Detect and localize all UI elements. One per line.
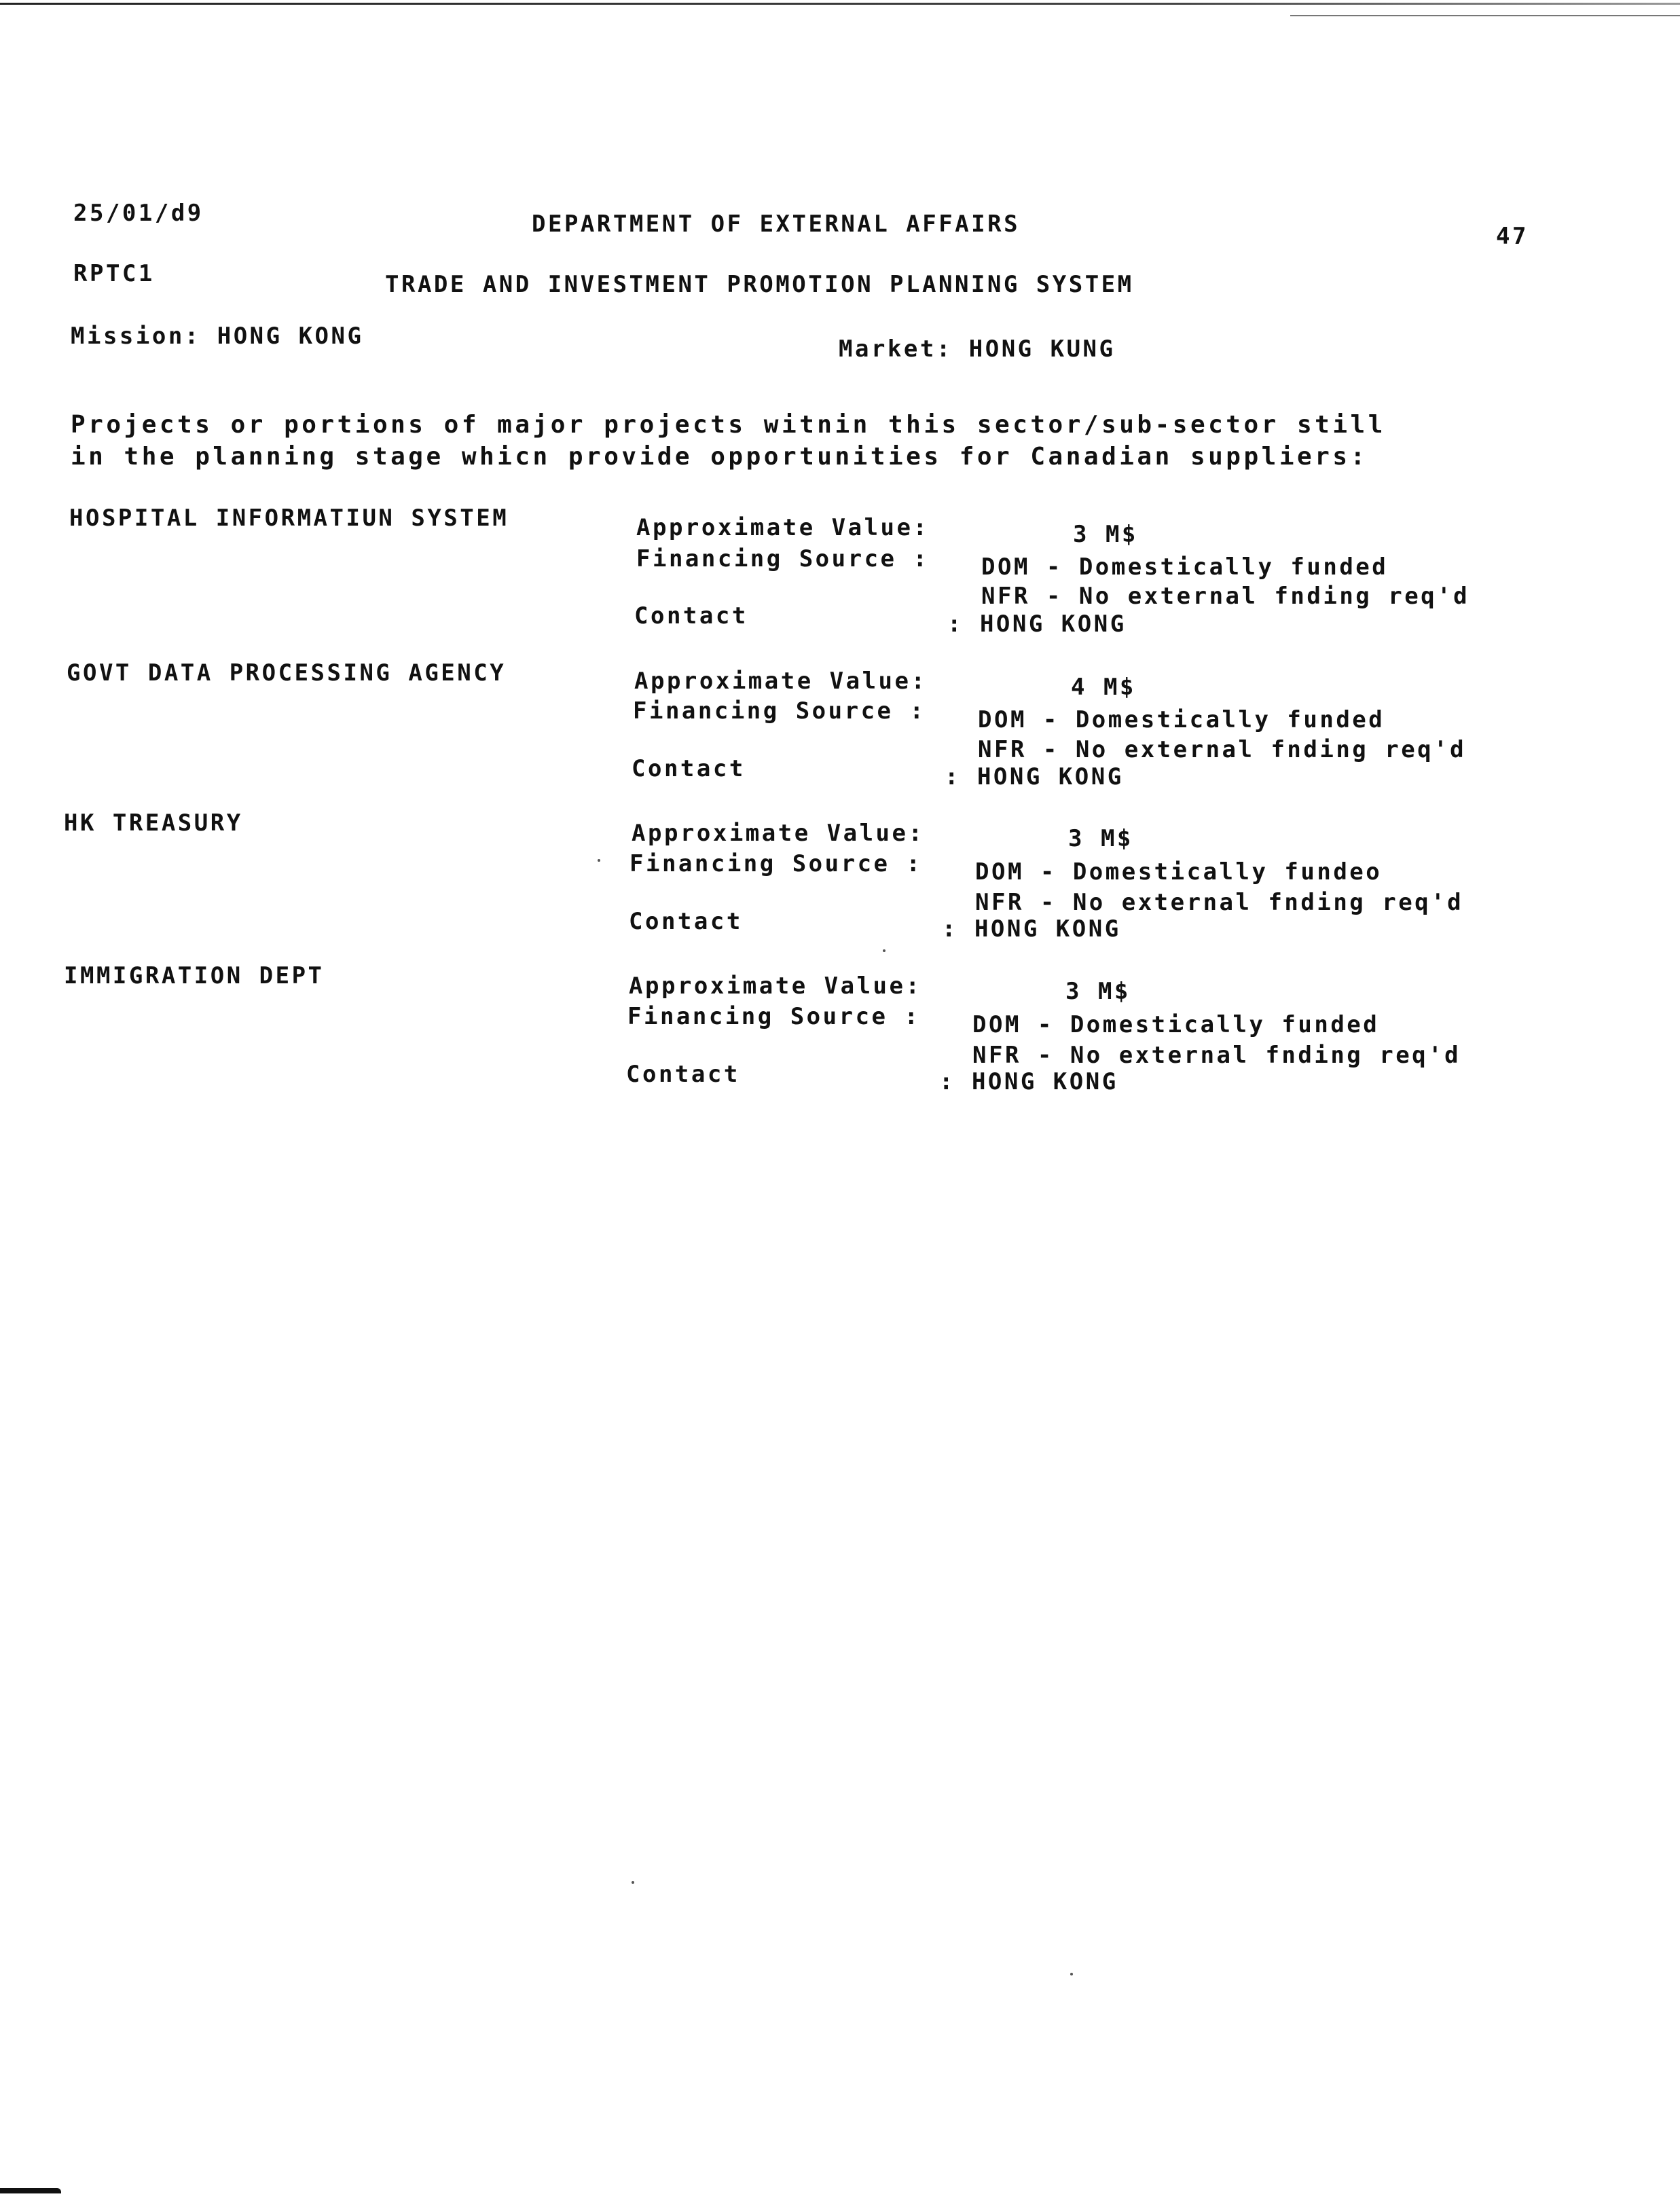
report-date: 25/01/d9	[73, 200, 204, 227]
financing-source-label: Financing Source :	[633, 697, 926, 725]
scan-speck	[598, 859, 600, 862]
financing-source-label: Financing Source :	[627, 1003, 921, 1030]
intro-line-1: Projects or portions of major projects witnin this sector/sub-sector still	[71, 411, 1386, 439]
contact-label: Contact	[632, 755, 746, 782]
financing-source-nfr: NFR - No external fnding req'd	[978, 736, 1467, 763]
financing-source-dom: DOM - Domestically funded	[978, 706, 1385, 733]
scan-edge-top	[0, 3, 1680, 5]
scan-edge-bottom	[0, 2188, 61, 2193]
contact-value: : HONG KONG	[947, 611, 1127, 638]
approximate-value-label: Approximate Value:	[636, 514, 930, 541]
approximate-value-label: Approximate Value:	[634, 668, 928, 695]
department-title: DEPARTMENT OF EXTERNAL AFFAIRS	[532, 211, 1021, 238]
page-number: 47	[1496, 223, 1529, 250]
approximate-value: 3 M$	[1068, 825, 1133, 852]
contact-value: : HONG KONG	[939, 1068, 1118, 1095]
approximate-value: 3 M$	[1073, 521, 1138, 548]
approximate-value-label: Approximate Value:	[632, 820, 925, 847]
financing-source-label: Financing Source :	[629, 850, 923, 877]
approximate-value: 4 M$	[1071, 674, 1136, 701]
approximate-value-label: Approximate Value:	[629, 972, 922, 1000]
financing-source-nfr: NFR - No external fnding req'd	[981, 583, 1470, 610]
project-name: HK TREASURY	[64, 809, 243, 837]
project-name: IMMIGRATION DEPT	[64, 962, 325, 989]
scan-speck	[883, 949, 885, 952]
mission-label: Mission: HONG KONG	[71, 323, 364, 350]
project-name: GOVT DATA PROCESSING AGENCY	[67, 659, 507, 687]
contact-label: Contact	[629, 908, 743, 935]
financing-source-label: Financing Source :	[636, 545, 930, 572]
contact-value: : HONG KONG	[942, 915, 1121, 943]
project-name: HOSPITAL INFORMATIUN SYSTEM	[69, 505, 509, 532]
report-code: RPTC1	[73, 260, 155, 287]
approximate-value: 3 M$	[1065, 978, 1131, 1005]
financing-source-nfr: NFR - No external fnding req'd	[972, 1042, 1461, 1069]
system-title: TRADE AND INVESTMENT PROMOTION PLANNING SYSTEM	[385, 271, 1134, 298]
market-label: Market: HONG KUNG	[839, 335, 1116, 363]
financing-source-nfr: NFR - No external fnding req'd	[975, 889, 1464, 916]
scan-edge-top-right	[1290, 15, 1680, 16]
scan-speck	[1070, 1973, 1073, 1975]
scan-speck	[632, 1881, 634, 1884]
contact-label: Contact	[626, 1061, 740, 1088]
contact-label: Contact	[634, 602, 748, 630]
financing-source-dom: DOM - Domestically funded	[972, 1011, 1380, 1038]
contact-value: : HONG KONG	[945, 763, 1124, 790]
financing-source-dom: DOM - Domestically fundeo	[975, 858, 1383, 886]
financing-source-dom: DOM - Domestically funded	[981, 553, 1389, 581]
intro-line-2: in the planning stage whicn provide opportunities for Canadian suppliers:	[71, 443, 1368, 471]
